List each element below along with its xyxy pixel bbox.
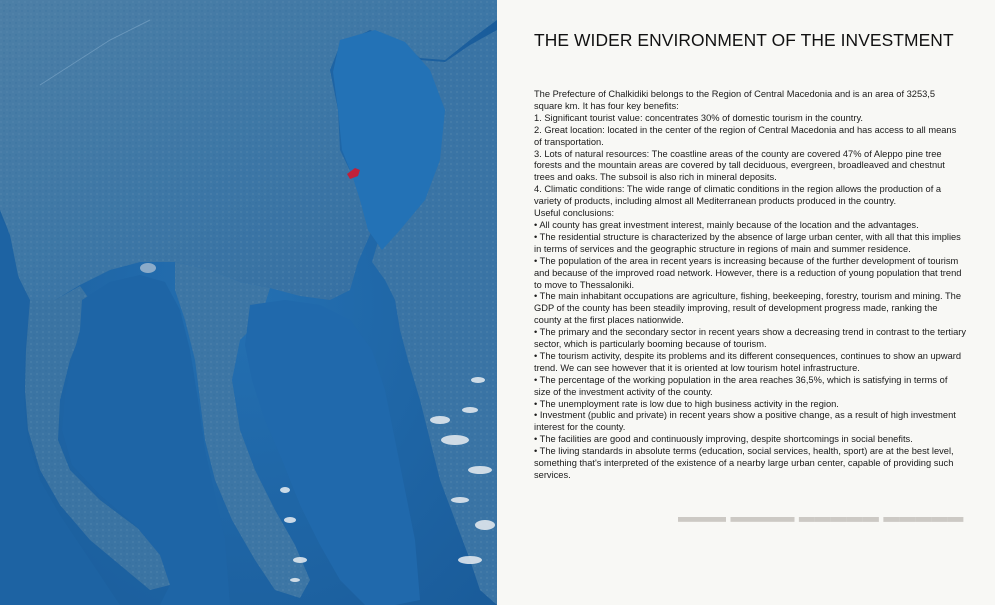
paragraph: • All county has great investment interest, mainly because of the location and the advantages. [534,219,919,230]
paragraph: • The main inhabitant occupations are agriculture, fishing, beekeeping, forestry, tourism and mining. The GDP of the county has been steadily improving, result of development progress made, ranking the county at the first places nationwide. [534,291,962,326]
paragraph: • Investment (public and private) in recent years show a positive change, as a result of high investment interest for the county. [534,410,956,433]
paragraph: • The living standards in absolute terms (education, social services, health, sport) are at the best level, something that's interpreted of the existence of a nearby large urban center, capable of providing such services. [534,446,954,480]
paragraph: • The unemployment rate is low due to high business activity in the region. [534,398,839,409]
paragraph: • The residential structure is characterized by the absence of large urban center, with all that this implies in terms of services and the geographic structure in regions of main and summer residence. [534,231,961,254]
paragraph: • The tourism activity, despite its problems and its different consequences, continues to show an upward trend. We can see however that it is oriented at low tourism hotel infrastructure. [534,350,962,373]
text-column [534,30,966,482]
satellite-map-graphic [0,0,497,605]
paragraph: 1. Significant tourist value: concentrates 30% of domestic tourism in the country. [534,112,863,123]
paragraph: Useful conclusions: [534,208,615,219]
body-text [534,89,966,482]
paragraph: • The facilities are good and continuously improving, despite shortcomings in social benefits. [534,434,913,445]
satellite-map-image [0,0,497,605]
paragraph: 4. Climatic conditions: The wide range of climatic conditions in the region allows the production of a variety of products, including almost all Mediterranean products produced in the country. [534,184,942,207]
paragraph: • The population of the area in recent years is increasing because of the further development of tourism and because of the improved road network. However, there is a reduction of young population that trend to move to Thessaloniki. [534,255,962,290]
paragraph: The Prefecture of Chalkidiki belongs to the Region of Central Macedonia and is an area of 3253,5 square km. It has four key benefits: [534,89,936,111]
show-through-text: ▬▬▬ ▬▬▬▬ ▬▬▬▬▬ ▬▬▬▬▬ [678,513,964,530]
paragraph: • The primary and the secondary sector in recent years show a decreasing trend in contrast to the tertiary sector, which is particularly booming because of tourism. [534,327,966,350]
paragraph: 2. Great location: located in the center of the region of Central Macedonia and has access to all means of transportation. [534,124,957,147]
page-title: THE WIDER ENVIRONMENT OF THE INVESTMENT [534,30,954,50]
paragraph: • The percentage of the working population in the area reaches 36,5%, which is satisfying in terms of size of the investment activity of the county. [534,374,948,397]
paragraph: 3. Lots of natural resources: The coastline areas of the county are covered 47% of Aleppo pine tree forests and the mountain areas are covered by tall deciduous, evergreen, broadleaved and chestnut trees and oaks. The subsoil is also rich in mineral deposits. [534,148,945,183]
